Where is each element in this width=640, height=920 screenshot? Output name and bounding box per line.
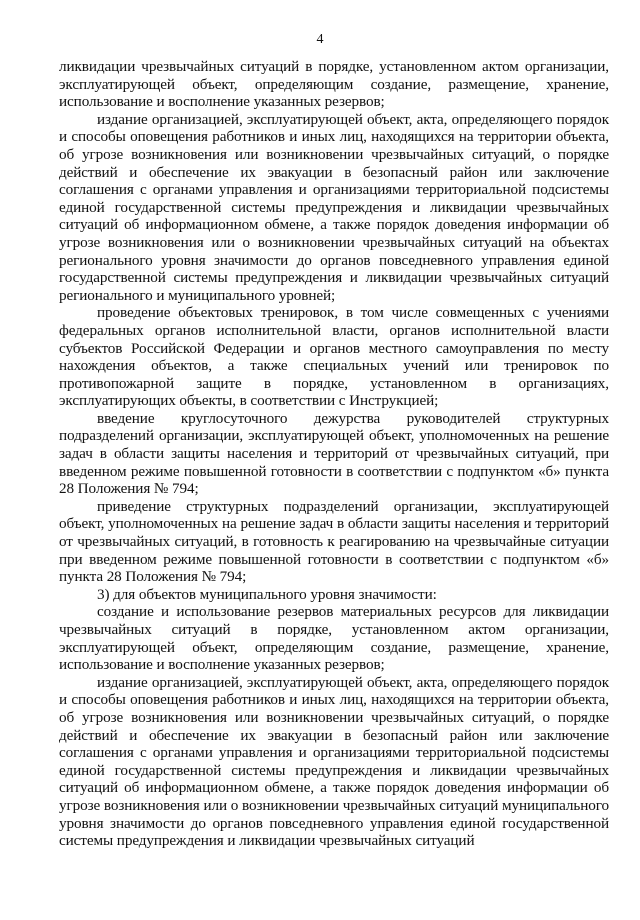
document-body [59,58,609,850]
paragraph-continuation: ликвидации чрезвычайных ситуаций в порядке, установленном актом организации, эксплуатирующей объект, определяющим создание, размещение, хранение, использование и восполнение указанных резервов; [59,58,609,111]
paragraph-object-trainings: проведение объектовых тренировок, в том числе совмещенных с учениями федеральных органов исполнительной власти, органов исполнительной власти субъектов Российской Федерации и органов местного самоуправления по месту нахождения объектов, а также специальных учений или тренировок по противопожарной защите в порядке, установленном в организациях, эксплуатирующих объекты, в соответствии с Инструкцией; [59,304,609,410]
subsection-heading-municipal: 3) для объектов муниципального уровня значимости: [97,585,437,603]
paragraph-notification-order-municipal: издание организацией, эксплуатирующей объект, акта, определяющего порядок и способы оповещения работников и иных лиц, находящихся на территории объекта, об угрозе возникновения или возникновении чрезвычайных ситуаций, о порядке действий и обеспечение их эвакуации в безопасный район или заключение соглашения с органами управления и организациями территориальной подсистемы единой государственной системы предупреждения и ликвидации чрезвычайных ситуаций об информационном обмене, а также порядок доведения информации об угрозе возникновения или о возникновении чрезвычайных ситуаций муниципального уровня значимости до органов повседневного управления единой государственной системы предупреждения и ликвидации чрезвычайных ситуаций [59,673,609,850]
paragraph-notification-order: издание организацией, эксплуатирующей объект, акта, определяющего порядок и способы оповещения работников и иных лиц, находящихся на территории объекта, об угрозе возникновения или возникновении чрезвычайных ситуаций, о порядке действий и обеспечение их эвакуации в безопасный район или заключение соглашения с органами управления и организациями территориальной подсистемы единой государственной системы предупреждения и ликвидации чрезвычайных ситуаций об информационном обмене, а также порядок доведения информации об угрозе возникновения или о возникновении чрезвычайных ситуаций на объектах регионального уровня значимости до органов повседневного управления единой государственной системы предупреждения и ликвидации чрезвычайных ситуаций регионального и муниципального уровней; [59,110,609,304]
page-number: 4 [316,32,324,47]
paragraph-round-the-clock-duty: введение круглосуточного дежурства руководителей структурных подразделений организации, эксплуатирующей объект, уполномоченных на решение задач в области защиты населения и территорий от чрезвычайных ситуаций, при введенном режиме повышенной готовности в соответствии с подпунктом «б» пункта 28 Положения № 794; [59,409,609,498]
paragraph-material-reserves: создание и использование резервов материальных ресурсов для ликвидации чрезвычайных ситуаций в порядке, установленном актом организации, эксплуатирующей объект, определяющим создание, размещение, хранение, использование и восполнение указанных резервов; [59,603,609,674]
paragraph-readiness: приведение структурных подразделений организации, эксплуатирующей объект, уполномоченных на решение задач в области защиты населения и территорий от чрезвычайных ситуаций, в готовность к реагированию на чрезвычайные ситуации при введенном режиме повышенной готовности в соответствии с подпунктом «б» пункта 28 Положения № 794; [59,497,609,586]
